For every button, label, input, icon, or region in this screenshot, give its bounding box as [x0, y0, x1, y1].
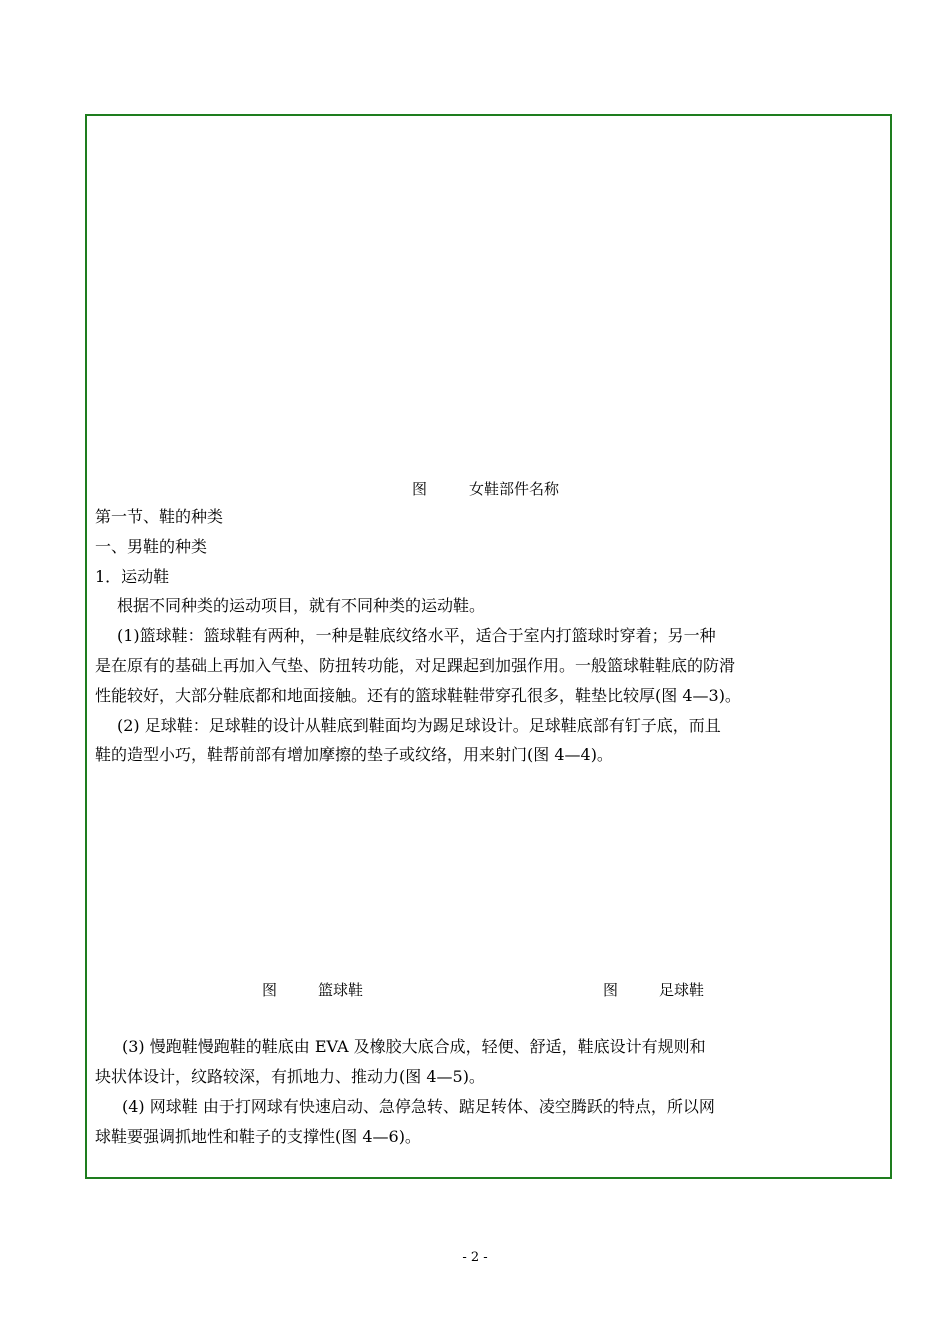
paragraph-line: 鞋的造型小巧，鞋帮前部有增加摩擦的垫子或纹络，用来射门(图 4—4)。 — [95, 745, 613, 764]
paragraph-line: 块状体设计，纹路较深，有抓地力、推动力(图 4—5)。 — [95, 1067, 485, 1086]
figure-caption: 足球鞋 — [659, 981, 705, 999]
paragraph-line: 性能较好，大部分鞋底都和地面接触。还有的篮球鞋鞋带穿孔很多，鞋垫比较厚(图 4—3)。 — [95, 686, 741, 705]
paragraph-line: (2) 足球鞋：足球鞋的设计从鞋底到鞋面均为踢足球设计。足球鞋底部有钉子底，而且 — [117, 716, 721, 735]
content-frame — [85, 114, 892, 1179]
item-heading: 1．运动鞋 — [95, 567, 170, 586]
figure-caption: 女鞋部件名称 — [469, 480, 560, 498]
figure-prefix: 图 — [412, 480, 428, 498]
paragraph-line: (3) 慢跑鞋慢跑鞋的鞋底由 EVA 及橡胶大底合成，轻便、舒适，鞋底设计有规则和 — [122, 1037, 706, 1056]
subsection-heading: 一、男鞋的种类 — [95, 537, 208, 556]
intro-paragraph: 根据不同种类的运动项目，就有不同种类的运动鞋。 — [117, 596, 486, 615]
figure-prefix: 图 — [603, 981, 619, 999]
page-number: - 2 - — [462, 1250, 488, 1265]
paragraph-line: (4) 网球鞋 由于打网球有快速启动、急停急转、踮足转体、凌空腾跃的特点，所以网 — [122, 1097, 715, 1116]
section-heading: 第一节、鞋的种类 — [95, 507, 224, 526]
paragraph-line: 球鞋要强调抓地性和鞋子的支撑性(图 4—6)。 — [95, 1127, 421, 1146]
paragraph-line: (1)篮球鞋：篮球鞋有两种，一种是鞋底纹络水平，适合于室内打篮球时穿着；另一种 — [117, 626, 716, 645]
figure-prefix: 图 — [262, 981, 278, 999]
paragraph-line: 是在原有的基础上再加入气垫、防扭转功能，对足踝起到加强作用。一般篮球鞋鞋底的防滑 — [95, 656, 736, 675]
figure-caption: 篮球鞋 — [318, 981, 364, 999]
